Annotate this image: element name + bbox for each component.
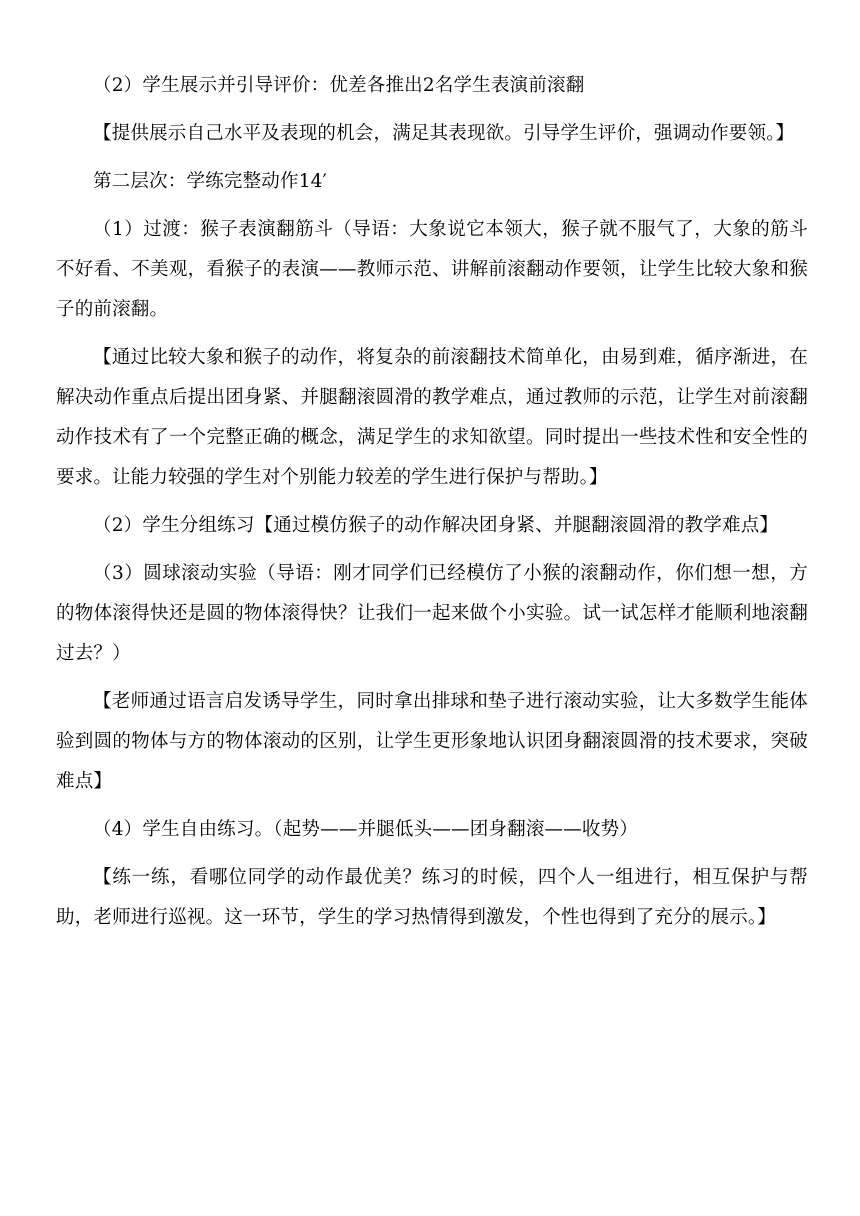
paragraph-experiment-note: 【老师通过语言启发诱导学生，同时拿出排球和垫子进行滚动实验，让大多数学生能体验到圆的物体与方的物体滚动的区别，让学生更形象地认识团身翻滚圆滑的技术要求，突破难点】 (56, 691, 808, 792)
paragraph-ball-experiment: （3）圆球滚动实验（导语：刚才同学们已经模仿了小猴的滚翻动作，你们想一想，方的物体滚得快还是圆的物体滚得快？让我们一起来做个小实验。试一试怎样才能顺利地滚翻过去？） (56, 563, 808, 664)
paragraph-free-practice: （4）学生自由练习。（起势——并腿低头——团身翻滚——收势） (93, 819, 639, 840)
paragraph-transition: （1）过渡：猴子表演翻筋斗（导语：大象说它本领大，猴子就不服气了，大象的筋斗不好看、不美观，看猴子的表演——教师示范、讲解前滚翻动作要领，让学生比较大象和猴子的前滚翻。 (56, 219, 808, 320)
paragraph-comparison-note: 【通过比较大象和猴子的动作，将复杂的前滚翻技术简单化，由易到难，循序渐进，在解决动作重点后提出团身紧、并腿翻滚圆滑的教学难点，通过教师的示范，让学生对前滚翻动作技术有了一个完整正确的概念，满足学生的求知欲望。同时提出一些技术性和安全性的要求。让能力较强的学生对个别能力较差的学生进行保护与帮助。】 (56, 347, 808, 488)
paragraph-practice-note: 【练一练，看哪位同学的动作最优美？练习的时候，四个人一组进行，相互保护与帮助，老师进行巡视。这一环节，学生的学习热情得到激发，个性也得到了充分的展示。】 (56, 867, 808, 928)
paragraph-group-practice: （2）学生分组练习【通过模仿猴子的动作解决团身紧、并腿翻滚圆滑的教学难点】 (93, 515, 779, 536)
paragraph-level-two-heading: 第二层次：学练完整动作14′ (93, 171, 328, 192)
paragraph-student-demo: （2）学生展示并引导评价：优差各推出2名学生表演前滚翻 (93, 75, 585, 96)
paragraph-demo-note: 【提供展示自己水平及表现的机会，满足其表现欲。引导学生评价，强调动作要领。】 (93, 123, 795, 144)
